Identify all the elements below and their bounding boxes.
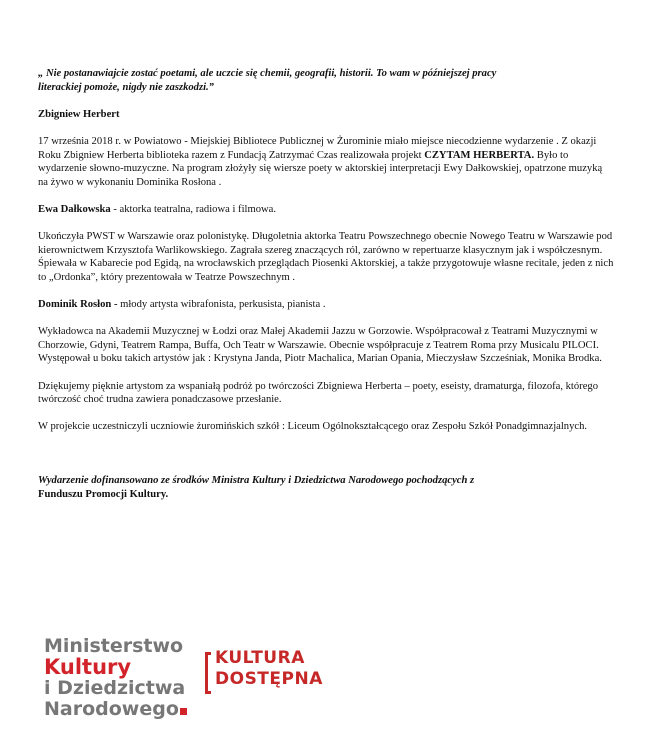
thanks-paragraph: Dziękujemy pięknie artystom za wspaniałą podróż po twórczości Zbigniewa Herberta – poety, eseisty, dramaturga, filozofa, którego twórczość choć trudna zawiera ponadczasowe przesłanie.: [38, 380, 598, 406]
dominik-heading: [38, 298, 614, 312]
ministry-logo-line-2: Kultury: [44, 655, 132, 679]
quote-author: Zbigniew Herbert: [38, 108, 120, 120]
funding-note: [38, 474, 614, 501]
ewa-heading: [38, 203, 614, 217]
ministry-logo-line-4-wrap: [44, 699, 187, 720]
event-paragraph: [38, 135, 614, 189]
project-name: CZYTAM HERBERTA.: [424, 149, 535, 161]
epigraph-quote: [38, 67, 614, 94]
ministry-logo-line-1: Ministerstwo: [44, 635, 184, 657]
dominik-bio: Wykładowca na Akademii Muzycznej w Łodzi oraz Małej Akademii Jazzu w Gorzowie. Współpracował z Teatrami Muzycznymi w Chorzowie, Gdyni, Teatrem Rampa, Buffa, Och Teatr w Warszawie. Obecnie współpracuje z Teatrem Roma przy Musicalu PILOCI. Występował u boku takich artystów jak : Krystyna Janda, Piotr Machalica, Marian Opania, Mieczysław Szcześniak, Monika Brodka.: [38, 326, 602, 365]
ewa-bio: Ukończyła PWST w Warszawie oraz polonistykę. Długoletnia aktorka Teatru Powszechnego obecnie Nowego Teatru w Warszawie pod kierownictwem Krzysztofa Warlikowskiego. Zagrała szereg znaczących ról, zarówno w repertuarze klasycznym jak i współczesnym. Śpiewała w Kabarecie pod Egidą, na wrocławskich przeglądach Piosenki Aktorskiej, a także przygotowuje własne recitale, jeden z nich to „Ordonka”, który prezentowała w Teatrze Powszechnym .: [38, 231, 614, 283]
quote-line-2: literackiej pomoże, nigdy nie zaszkodzi.”: [38, 81, 214, 93]
document-body: [38, 67, 614, 501]
dominik-role: młody artysta wibrafonista, perkusista, pianista .: [117, 299, 326, 311]
ewa-role: - aktorka teatralna, radiowa i filmowa.: [110, 203, 277, 215]
students-paragraph: W projekcie uczestniczyli uczniowie żuromińskich szkół : Liceum Ogólnokształcącego oraz Zespołu Szkół Ponadgimnazjalnych.: [38, 421, 588, 433]
quote-line-1: „ Nie postanawiajcie zostać poetami, ale uczcie się chemii, geografii, historii. To wam w późniejszej pracy: [38, 68, 497, 79]
kultura-dostepna-line-1: KULTURA: [215, 648, 305, 668]
ewa-name: Ewa Dałkowska: [38, 203, 111, 215]
ministry-logo-line-4: Narodowego: [44, 698, 179, 720]
kultura-dostepna-line-2: DOSTĘPNA: [215, 669, 323, 689]
funding-fund: Funduszu Promocji Kultury.: [38, 488, 169, 500]
event-text-part1: 17 września 2018 r. w Powiatowo - Miejskiej Bibliotece Publicznej w Żurominie miało miejsce niecodzienne wydarzenie . Z okazji Roku Zbigniew Herberta biblioteka razem z Fundacją Zatrzymać Czas realizowała projekt: [38, 135, 597, 161]
ministry-logo-line-3: i Dziedzictwa: [44, 677, 186, 699]
dominik-name: Dominik Rosłon -: [38, 299, 118, 311]
logo-red-dot: [180, 708, 187, 715]
funding-italic: Wydarzenie dofinansowano ze środków Ministra Kultury i Dziedzictwa Narodowego pochodzących z: [38, 475, 475, 487]
event-text-part2: Było to wydarzenie słowno-muzyczne. Na program złożyły się wiersze poety w aktorskiej interpretacji Ewy Dałkowskiej, opatrzone muzyką na żywo w wykonaniu Dominika Rosłona .: [38, 149, 603, 188]
ministry-logo: [44, 636, 187, 720]
logo-bracket-shape: [205, 652, 211, 694]
